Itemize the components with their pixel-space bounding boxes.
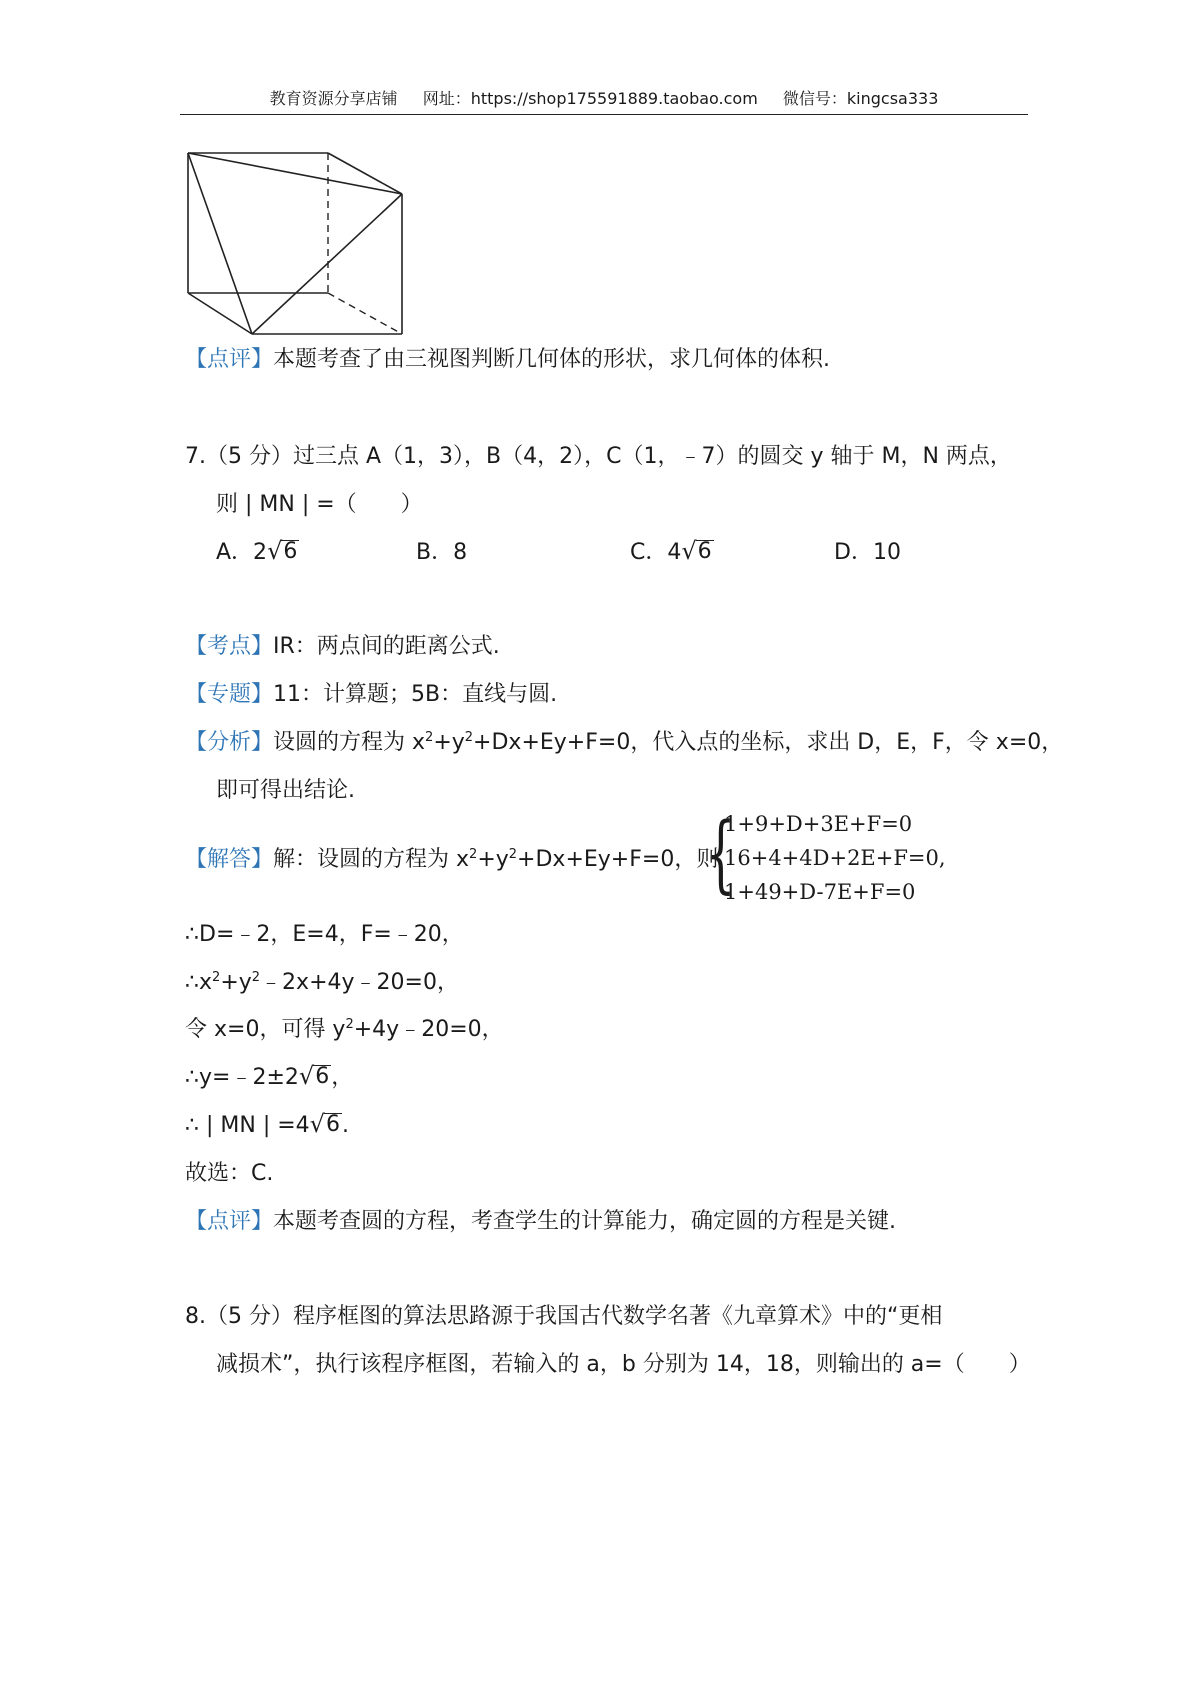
comment-tag: 【点评】 — [185, 347, 274, 372]
option-d: D．10 — [834, 540, 901, 565]
step3-text-b: +4y﹣20=0， — [353, 1017, 504, 1042]
system-eq1: 1+9+D+3E+F=0 — [724, 812, 913, 836]
zhuanti-tag: 【专题】 — [185, 682, 274, 707]
step2-text-b: +y — [220, 970, 252, 995]
fenxi-tag: 【分析】 — [185, 730, 274, 755]
fenxi-text-a: 设圆的方程为 x — [273, 730, 426, 755]
radical-sign: √ — [681, 537, 697, 565]
radicand: 6 — [325, 1112, 340, 1137]
exponent: 2 — [469, 847, 478, 862]
sqrt-symbol — [681, 539, 713, 563]
prev-comment-line — [185, 345, 830, 375]
q7-comment-line — [185, 1207, 896, 1237]
fenxi-text-c: +Dx+Ey+F=0，代入点的坐标，求出 D，E，F，令 x=0， — [473, 730, 1064, 755]
zhuanti-text: 11：计算题；5B：直线与圆. — [273, 682, 558, 707]
exponent: 2 — [251, 970, 261, 985]
sqrt-symbol — [310, 1112, 342, 1136]
q8-stem-line2: 减损术”，执行该程序框图，若输入的 a，b 分别为 14，18，则输出的 a=（ ） — [216, 1352, 1031, 1377]
page-header — [180, 84, 1028, 115]
radical-sign: √ — [298, 1062, 315, 1090]
sqrt-symbol — [299, 1064, 331, 1088]
jieda-line — [185, 845, 718, 875]
step1-line: ∴D=﹣2，E=4，F=﹣20， — [185, 922, 464, 947]
exponent: 2 — [345, 1017, 354, 1032]
q7-stem-line1: 7.（5 分）过三点 A（1，3），B（4，2），C（1，﹣7）的圆交 y 轴于 M，N 两点， — [185, 444, 1012, 469]
comment-text: 本题考查了由三视图判断几何体的形状，求几何体的体积. — [273, 347, 831, 372]
step2-text-c: ﹣2x+4y﹣20=0， — [260, 970, 459, 995]
option-b: B．8 — [416, 540, 468, 565]
radical-sign: √ — [309, 1110, 325, 1138]
header-wechat: 微信号：kingcsa333 — [782, 89, 939, 108]
fenxi-text-b: +y — [433, 730, 465, 755]
jieda-text-c: +Dx+Ey+F=0，则 — [517, 847, 719, 872]
exponent: 2 — [212, 970, 221, 985]
step5-prefix: ∴ | MN | =4 — [185, 1113, 310, 1138]
option-c — [630, 538, 834, 568]
fenxi-line — [185, 728, 1063, 758]
radicand: 6 — [283, 539, 298, 564]
header-site: 网址：https://shop175591889.taobao.com — [422, 89, 758, 108]
fenxi-line2: 即可得出结论. — [216, 778, 355, 803]
zhuanti-line — [185, 680, 557, 710]
step4-suffix: ， — [331, 1065, 354, 1090]
step2-line — [185, 968, 459, 998]
system-brace: { — [706, 804, 736, 902]
kaodian-line — [185, 632, 500, 662]
exponent: 2 — [508, 847, 518, 862]
step5-suffix: . — [341, 1113, 349, 1138]
step4-line — [185, 1063, 353, 1093]
option-a — [216, 538, 416, 568]
step2-text-a: ∴x — [185, 970, 213, 995]
q7-stem-line2: 则 | MN | =（ ） — [216, 492, 423, 517]
step3-line — [185, 1015, 504, 1045]
geometry-solid-figure — [180, 148, 420, 338]
step3-text-a: 令 x=0，可得 y — [185, 1017, 346, 1042]
system-eq3: 1+49+D-7E+F=0 — [724, 880, 916, 904]
jieda-text-b: +y — [477, 847, 509, 872]
sqrt-symbol — [267, 539, 299, 563]
header-shop: 教育资源分享店铺 — [269, 89, 398, 108]
option-c-prefix: C．4 — [630, 540, 682, 565]
q8-stem-line1: 8.（5 分）程序框图的算法思路源于我国古代数学名著《九章算术》中的“更相 — [185, 1304, 943, 1329]
kaodian-text: IR：两点间的距离公式. — [273, 634, 500, 659]
radicand: 6 — [315, 1064, 330, 1089]
comment-text: 本题考查圆的方程，考查学生的计算能力，确定圆的方程是关键. — [273, 1209, 897, 1234]
radical-sign: √ — [267, 537, 283, 565]
jieda-tag: 【解答】 — [185, 847, 274, 872]
comment-tag: 【点评】 — [185, 1209, 274, 1234]
kaodian-tag: 【考点】 — [185, 634, 274, 659]
radicand: 6 — [697, 539, 712, 564]
exponent: 2 — [425, 730, 434, 745]
system-eq2: 16+4+4D+2E+F=0, — [724, 846, 946, 870]
option-a-prefix: A．2 — [216, 540, 268, 565]
step5-line — [185, 1111, 349, 1141]
answer-line: 故选：C. — [185, 1161, 274, 1186]
jieda-text-a: 解：设圆的方程为 x — [273, 847, 470, 872]
q7-options — [216, 538, 901, 568]
step4-prefix: ∴y=﹣2±2 — [185, 1065, 299, 1090]
exponent: 2 — [464, 730, 474, 745]
